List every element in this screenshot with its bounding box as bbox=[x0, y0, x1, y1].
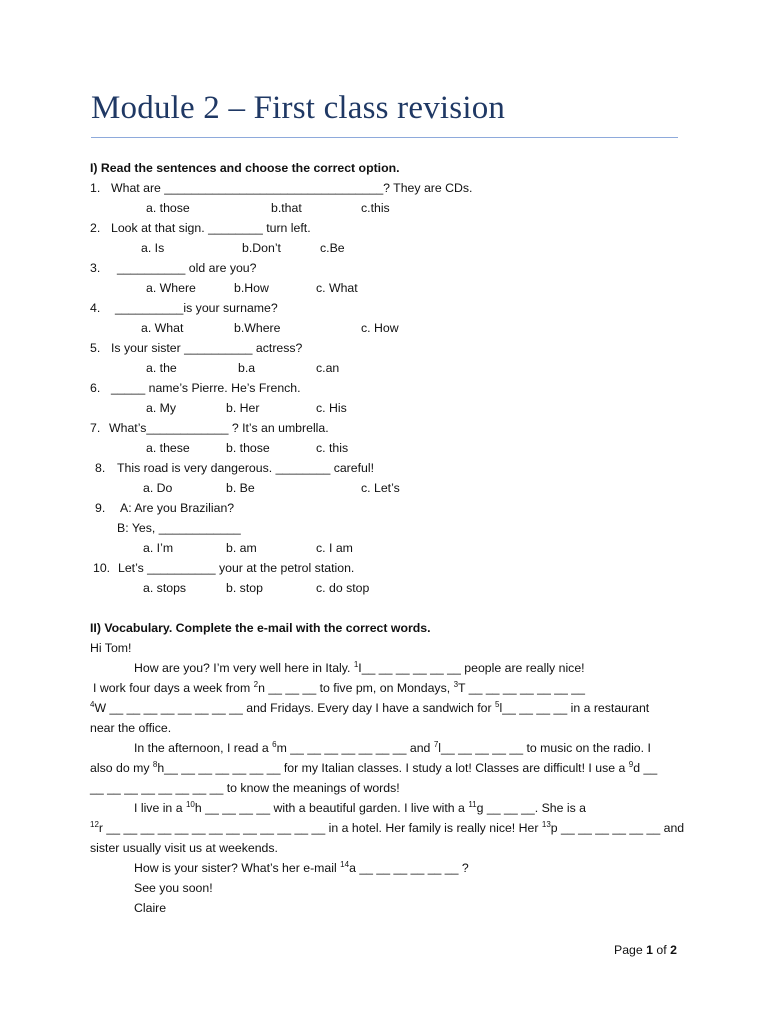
answer-option: a. these bbox=[146, 441, 190, 455]
email-line bbox=[90, 738, 690, 758]
answer-option: b.Where bbox=[234, 321, 281, 335]
page-footer bbox=[614, 943, 677, 957]
question-line bbox=[90, 178, 690, 198]
email-greeting: Hi Tom! bbox=[90, 641, 132, 655]
answer-option: b.that bbox=[271, 201, 302, 215]
blank-number: 7 bbox=[433, 739, 439, 749]
question-number: 4. bbox=[90, 301, 101, 315]
question-line bbox=[90, 558, 690, 578]
page-title: Module 2 – First class revision bbox=[91, 90, 506, 126]
email-line-text: See you soon! bbox=[134, 881, 213, 895]
question-options bbox=[90, 318, 690, 338]
question-options bbox=[90, 358, 690, 378]
email-line bbox=[90, 818, 690, 838]
question-line bbox=[90, 418, 690, 438]
answer-option: b.How bbox=[234, 281, 269, 295]
question-line bbox=[90, 498, 690, 518]
email-line bbox=[90, 758, 690, 778]
answer-option: b. Be bbox=[226, 481, 255, 495]
question-text: B: Yes, ____________ bbox=[117, 521, 241, 535]
blank-number: 1 bbox=[353, 659, 359, 669]
email-line-text: I live in a $^{10}$h __ __ __ __ with a beautiful garden. I live with a $^{11}$g __ __ __. She is a bbox=[134, 799, 587, 815]
email-body bbox=[90, 658, 690, 918]
question-options bbox=[90, 238, 690, 258]
question-number: 5. bbox=[90, 341, 101, 355]
question-number: 8. bbox=[95, 461, 106, 475]
question-options bbox=[90, 578, 690, 598]
question-number: 6. bbox=[90, 381, 101, 395]
question-options bbox=[90, 538, 690, 558]
email-line-text: $^4$W __ __ __ __ __ __ __ __ and Fridays. Every day I have a sandwich for $^5$l__ __ __ __ in a restaurant bbox=[90, 699, 650, 715]
answer-option: c.Be bbox=[320, 241, 345, 255]
email-line bbox=[90, 838, 690, 858]
answer-option: a. My bbox=[146, 401, 177, 415]
question-options bbox=[90, 438, 690, 458]
blank-number: 12 bbox=[90, 819, 99, 829]
document-body bbox=[90, 158, 690, 918]
question-options bbox=[90, 398, 690, 418]
email-line-text: also do my $^8$h__ __ __ __ __ __ __ for my Italian classes. I study a lot! Classes are difficult! I use a $^9$d __ bbox=[90, 759, 658, 775]
question-number: 7. bbox=[90, 421, 101, 435]
blank-number: 3 bbox=[453, 679, 459, 689]
blank-number: 6 bbox=[272, 739, 277, 749]
question-text: A: Are you Brazilian? bbox=[120, 501, 235, 515]
answer-option: c. I am bbox=[316, 541, 353, 555]
blank-number: 10 bbox=[185, 799, 195, 809]
answer-option: c. do stop bbox=[316, 581, 370, 595]
answer-option: a. Where bbox=[146, 281, 196, 295]
question-number: 9. bbox=[95, 501, 106, 515]
question-number: 3. bbox=[90, 261, 101, 275]
question-line bbox=[90, 298, 690, 318]
email-line-text: I work four days a week from $^2$n __ __ __ to five pm, on Mondays, $^3$T __ __ __ __ __ __ __ bbox=[93, 679, 585, 695]
email-line bbox=[90, 898, 690, 918]
question-line bbox=[90, 458, 690, 478]
answer-option: c. What bbox=[316, 281, 358, 295]
answer-option: a. What bbox=[141, 321, 184, 335]
question-options bbox=[90, 198, 690, 218]
blank-number: 13 bbox=[541, 819, 551, 829]
footer-prefix: Page bbox=[614, 943, 647, 957]
answer-option: b. stop bbox=[226, 581, 263, 595]
email-line bbox=[90, 658, 690, 678]
answer-option: a. I’m bbox=[143, 541, 174, 555]
email-line bbox=[90, 718, 690, 738]
question-text: Is your sister __________ actress? bbox=[111, 341, 303, 355]
email-line-text: In the afternoon, I read a $^6$m __ __ __ __ __ __ __ and $^7$l__ __ __ __ __ to music on the radio. I bbox=[134, 739, 651, 755]
question-text: Let’s __________ your at the petrol station. bbox=[118, 561, 355, 575]
answer-option: b.a bbox=[238, 361, 256, 375]
email-line-text: $^{12}$r __ __ __ __ __ __ __ __ __ __ __ __ __ in a hotel. Her family is really nice! Her $^{13}$p __ __ __ __ __ __ and bbox=[90, 819, 685, 835]
question-line bbox=[90, 258, 690, 278]
question-line bbox=[90, 518, 690, 538]
question-list bbox=[90, 178, 690, 598]
email-line-text: sister usually visit us at weekends. bbox=[90, 841, 278, 855]
answer-option: b. Her bbox=[226, 401, 260, 415]
email-line-text: __ __ __ __ __ __ __ __ to know the meanings of words! bbox=[90, 781, 400, 795]
blank-number: 9 bbox=[628, 759, 634, 769]
answer-option: b.Don’t bbox=[242, 241, 281, 255]
email-line-text: How is your sister? What’s her e-mail $^{14}$a __ __ __ __ __ __ ? bbox=[134, 859, 469, 875]
blank-number: 5 bbox=[495, 699, 500, 709]
footer-total-pages: 2 bbox=[670, 943, 677, 957]
answer-option: c. How bbox=[361, 321, 399, 335]
question-number: 10. bbox=[93, 561, 111, 575]
question-text: Look at that sign. ________ turn left. bbox=[111, 221, 311, 235]
answer-option: c. Let’s bbox=[361, 481, 400, 495]
answer-option: c. this bbox=[316, 441, 349, 455]
answer-option: a. the bbox=[146, 361, 177, 375]
question-line bbox=[90, 378, 690, 398]
section-gap bbox=[90, 598, 690, 618]
email-line-text: near the office. bbox=[90, 721, 172, 735]
question-number: 1. bbox=[90, 181, 101, 195]
blank-number: 14 bbox=[340, 859, 350, 869]
answer-option: a. those bbox=[146, 201, 190, 215]
answer-option: c.this bbox=[361, 201, 390, 215]
email-line-text: How are you? I’m very well here in Italy. $^1$I__ __ __ __ __ __ people are really nice! bbox=[134, 659, 585, 675]
answer-option: a. Is bbox=[141, 241, 165, 255]
answer-option: a. Do bbox=[143, 481, 173, 495]
footer-current-page: 1 bbox=[646, 943, 653, 957]
footer-of: of bbox=[652, 943, 671, 957]
question-text: What’s____________ ? It’s an umbrella. bbox=[109, 421, 329, 435]
email-line bbox=[90, 678, 690, 698]
blank-number: 11 bbox=[468, 799, 477, 809]
section2-heading: II) Vocabulary. Complete the e-mail with the correct words. bbox=[90, 621, 431, 635]
email-line-text: Claire bbox=[134, 901, 167, 915]
email-line bbox=[90, 798, 690, 818]
question-text: __________ old are you? bbox=[117, 261, 257, 275]
email-line bbox=[90, 778, 690, 798]
answer-option: b. those bbox=[226, 441, 270, 455]
blank-number: 8 bbox=[152, 759, 158, 769]
question-text: __________is your surname? bbox=[115, 301, 278, 315]
answer-option: b. am bbox=[226, 541, 257, 555]
answer-option: a. stops bbox=[143, 581, 187, 595]
answer-option: c. His bbox=[316, 401, 347, 415]
email-line bbox=[90, 878, 690, 898]
section1-heading: I) Read the sentences and choose the correct option. bbox=[90, 161, 400, 175]
question-text: What are ________________________________? They are CDs. bbox=[111, 181, 473, 195]
question-line bbox=[90, 338, 690, 358]
question-number: 2. bbox=[90, 221, 101, 235]
blank-number: 2 bbox=[253, 679, 259, 689]
email-line bbox=[90, 698, 690, 718]
email-line bbox=[90, 858, 690, 878]
question-text: This road is very dangerous. ________ careful! bbox=[117, 461, 375, 475]
question-line bbox=[90, 218, 690, 238]
question-text: _____ name’s Pierre. He’s French. bbox=[111, 381, 301, 395]
title-divider bbox=[91, 137, 678, 138]
answer-option: c.an bbox=[316, 361, 340, 375]
blank-number: 4 bbox=[90, 699, 95, 709]
question-options bbox=[90, 478, 690, 498]
question-options bbox=[90, 278, 690, 298]
